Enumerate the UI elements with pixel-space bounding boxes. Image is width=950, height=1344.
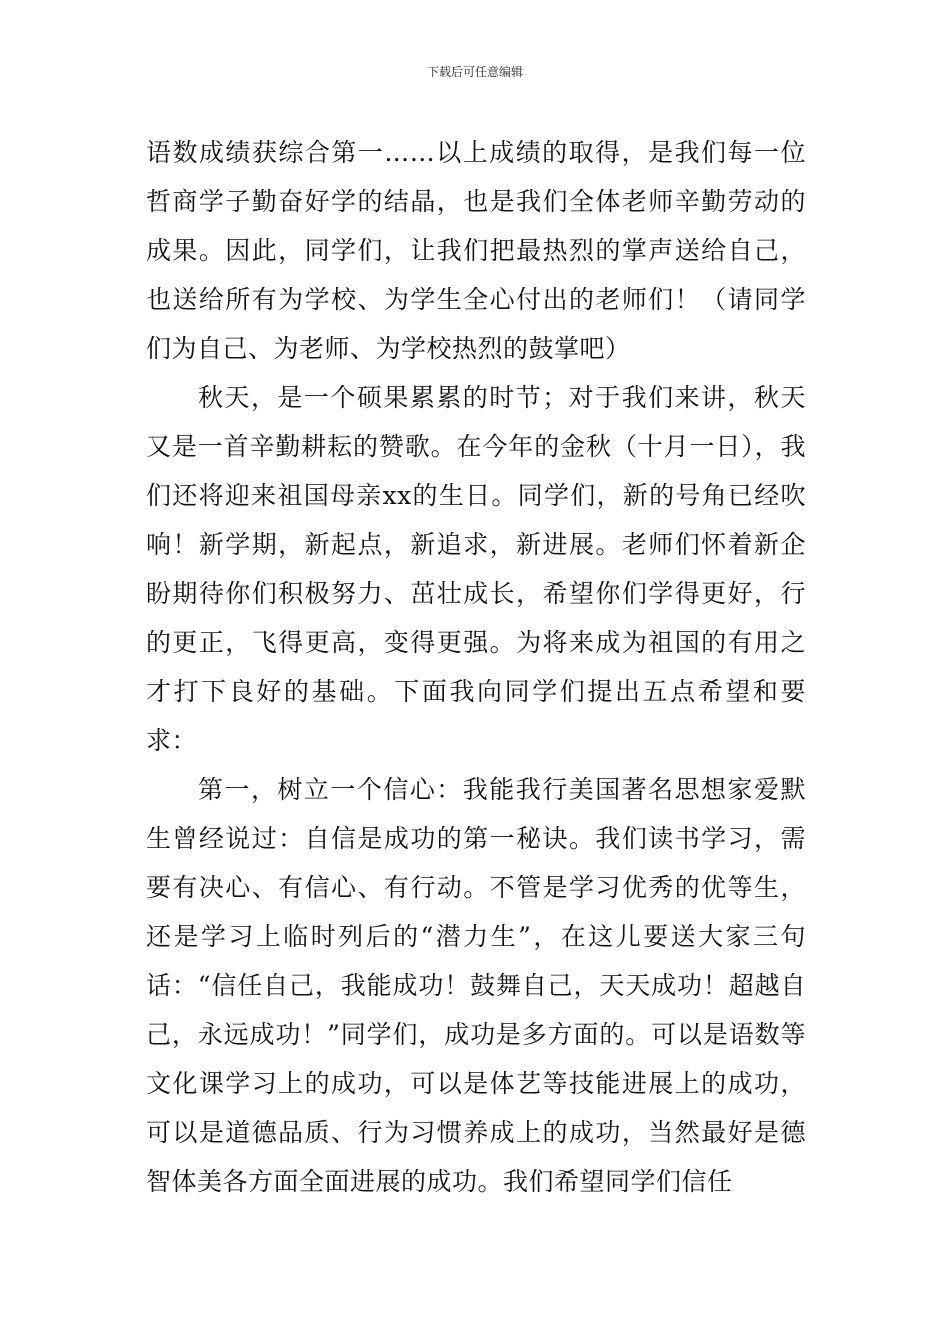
paragraph-1: 语数成绩获综合第一……以上成绩的取得，是我们每一位哲商学子勤奋好学的结晶，也是我们全体老师辛勤劳动的成果。因此，同学们，让我们把最热烈的掌声送给自己，也送给所有为学校、为学生全心付出的老师们！（请同学们为自己、为老师、为学校热烈的鼓掌吧） — [146, 138, 806, 363]
page-header: 下载后可任意编辑 — [426, 65, 523, 79]
paragraph-3: 第一，树立一个信心：我能我行美国著名思想家爱默生曾经说过：自信是成功的第一秘诀。我们读书学习，需要有决心、有信心、有行动。不管是学习优秀的优等生，还是学习上临时列后的“潜力生”，在这儿要送大家三句话：“信任自己，我能成功！鼓舞自己，天天成功！超越自己，永远成功！”同学们，成功是多方面的。可以是语数等文化课学习上的成功，可以是体艺等技能进展上的成功，可以是道德品质、行为习惯养成上的成功，当然最好是德智体美各方面全面进展的成功。我们希望同学们信任 — [146, 775, 806, 1196]
paragraph-2: 秋天，是一个硕果累累的时节；对于我们来讲，秋天又是一首辛勤耕耘的赞歌。在今年的金秋（十月一日），我们还将迎来祖国母亲xx的生日。同学们，新的号角已经吹响！新学期，新起点，新追求，新进展。老师们怀着新企盼期待你们积极努力、茁壮成长，希望你们学得更好，行的更正，飞得更高，变得更强。为将来成为祖国的有用之才打下良好的基础。下面我向同学们提出五点希望和要求： — [146, 383, 806, 755]
document-body — [146, 128, 806, 1206]
